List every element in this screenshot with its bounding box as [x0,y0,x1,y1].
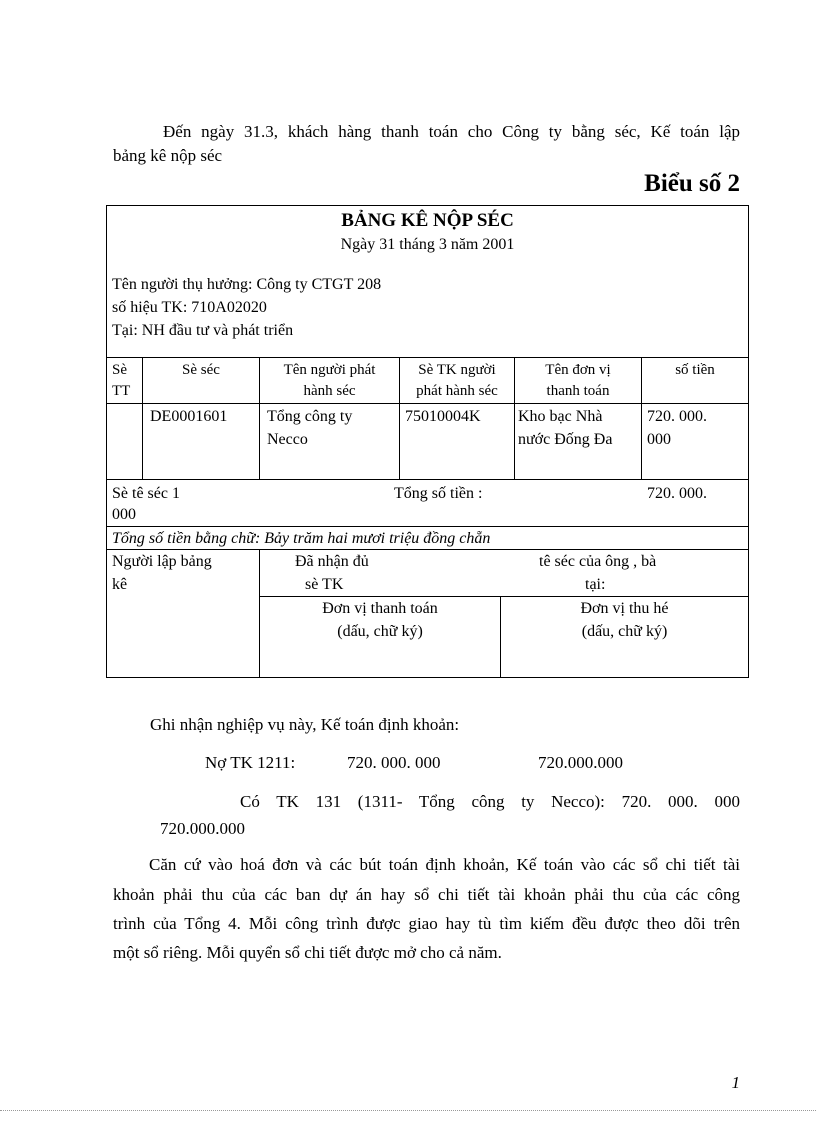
col-header-cheque-no: Sè séc [182,362,220,378]
col-header-stt-2: TT [112,383,131,399]
page-number: 1 [731,1073,740,1092]
cell-issuer-account: 75010004K [405,408,481,425]
payer-unit-1: Đơn vị thanh toán [322,600,438,617]
col-header-payee-1: Tên đơn vị [545,362,611,378]
debit-account: Nợ TK 1211: [205,753,296,772]
cell-payee-2: nước Đống Đa [518,431,613,448]
col-header-account-2: phát hành séc [416,383,498,399]
header-bottom-line [107,403,748,404]
col-header-amount: số tiền [675,362,715,378]
cheque-count: Sè tê séc 1 [112,485,180,502]
preparer-label-1: Người lập bảng [112,553,212,570]
preparer-label-2: kê [112,576,128,593]
credit-line: Có TK 131 (1311- Tổng công ty Necco): 720. 000. 000 [240,792,740,811]
col-header-issuer-1: Tên người phát [283,362,376,378]
bank-name: Tại: NH đầu tư và phát triển [112,322,294,339]
page-bottom-rule [0,1110,816,1111]
intro-line-2: bảng kê nộp séc [113,146,223,165]
beneficiary: Tên người thụ hưởng: Công ty CTGT 208 [112,276,382,293]
col-header-issuer-2: hành séc [303,383,356,399]
closing-line-1: Căn cứ vào hoá đơn và các bút toán định khoản, Kế toán vào các sổ chi tiết tài [149,855,740,874]
payer-unit-2: (dấu, chữ ký) [337,623,423,640]
cell-amount-2: 000 [647,431,671,448]
cell-payee-1: Kho bạc Nhà [518,408,603,425]
total-value: 720. 000. [647,485,707,502]
col-header-stt-1: Sè [112,362,127,378]
closing-line-3: trình của Tổng 4. Mỗi công trình được giao hay tù tìm kiếm đều được theo dõi trên [113,914,740,933]
header-top-line [107,357,748,358]
form-title: BẢNG KÊ NỘP SÉC [341,210,514,231]
cell-issuer-1: Tổng công ty [267,408,353,425]
col-header-payee-2: thanh toán [546,383,610,399]
form-label: Biểu số 2 [644,170,740,197]
received-right-1: tê séc của ông , bà [539,553,657,570]
cell-cheque-no: DE0001601 [150,408,228,425]
cell-issuer-2: Necco [267,431,308,448]
debit-total: 720.000.000 [538,753,623,772]
closing-line-4: một sổ riêng. Mỗi quyển sổ chi tiết được mở cho cả năm. [113,943,502,962]
entry-intro: Ghi nhận nghiệp vụ này, Kế toán định khoản: [150,715,460,734]
intro-line-1: Đến ngày 31.3, khách hàng thanh toán cho Công ty bằng séc, Kế toán lập [163,122,740,141]
col-header-account-1: Sè TK người [418,362,496,378]
received-label-1: Đã nhận đủ [295,553,369,570]
closing-line-2: khoản phải thu của các ban dự án hay sổ chi tiết tài khoản phải thu của các công [113,885,740,904]
total-label: Tổng số tiền : [394,485,483,502]
form-date: Ngày 31 tháng 3 năm 2001 [340,236,515,253]
receiver-unit-2: (dấu, chữ ký) [581,623,668,640]
debit-amount: 720. 000. 000 [347,753,441,772]
received-label-2: sè TK [305,576,344,593]
cell-amount-1: 720. 000. [647,408,707,425]
cheque-count-cont: 000 [112,506,136,523]
receiver-unit-1: Đơn vị thu hé [580,600,669,617]
credit-total: 720.000.000 [160,819,245,838]
amount-in-words: Tổng số tiền bằng chữ: Bảy trăm hai mươi triệu đồng chẵn [112,530,491,547]
row-bottom-line [107,479,748,480]
cheque-deposit-form [106,205,749,678]
received-right-2: tại: [585,576,606,593]
account-number: số hiệu TK: 710A02020 [112,299,267,316]
